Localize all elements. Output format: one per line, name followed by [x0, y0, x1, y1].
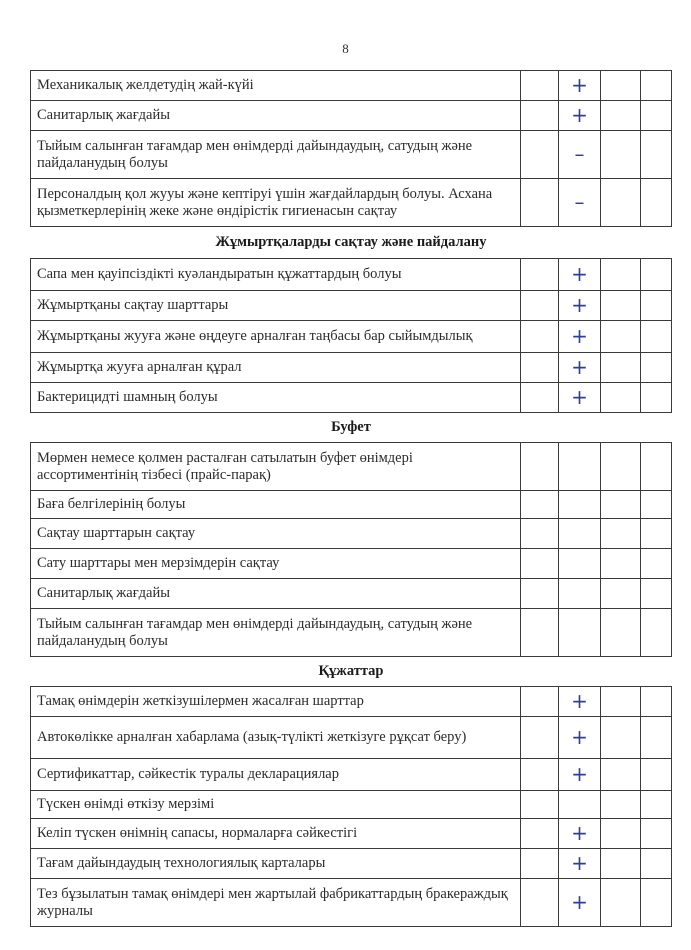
- table-row: [31, 791, 672, 819]
- table-row: [31, 849, 672, 879]
- checklist-table: [30, 70, 672, 927]
- handwritten-mark: +: [559, 687, 601, 717]
- empty-cell: [521, 549, 559, 579]
- empty-cell: [601, 609, 641, 657]
- table-row: [31, 609, 672, 657]
- empty-cell: [641, 759, 672, 791]
- section-heading: Жұмыртқаларды сақтау және пайдалану: [31, 227, 672, 259]
- requirement-text: Түскен өнімді өткізу мерзімі: [31, 791, 521, 819]
- handwritten-mark: +: [559, 849, 601, 879]
- handwritten-mark: +: [559, 71, 601, 101]
- handwritten-mark: +: [559, 101, 601, 131]
- empty-cell: [601, 491, 641, 519]
- requirement-text: Жұмыртқа жууға арналған құрал: [31, 353, 521, 383]
- empty-cell: [641, 321, 672, 353]
- empty-cell: [521, 879, 559, 927]
- table-row: [31, 549, 672, 579]
- requirement-text: Механикалық желдетудің жай-күйі: [31, 71, 521, 101]
- empty-cell: [521, 579, 559, 609]
- empty-cell: [521, 687, 559, 717]
- empty-cell: [641, 101, 672, 131]
- empty-cell: [601, 179, 641, 227]
- empty-cell: [641, 179, 672, 227]
- requirement-text: Автокөлікке арналған хабарлама (азық-түлікті жеткізуге рұқсат беру): [31, 717, 521, 759]
- table-row: [31, 519, 672, 549]
- empty-cell: [521, 443, 559, 491]
- table-row: [31, 759, 672, 791]
- section-heading-row: [31, 657, 672, 687]
- requirement-text: Сату шарттары мен мерзімдерін сақтау: [31, 549, 521, 579]
- handwritten-mark: +: [559, 383, 601, 413]
- empty-cell: [601, 849, 641, 879]
- empty-cell: [641, 353, 672, 383]
- handwritten-mark: –: [559, 179, 601, 227]
- empty-cell: [521, 353, 559, 383]
- empty-cell: [601, 687, 641, 717]
- empty-cell: [601, 321, 641, 353]
- table-row: [31, 717, 672, 759]
- requirement-text: Сертификаттар, сәйкестік туралы декларациялар: [31, 759, 521, 791]
- empty-cell: [601, 879, 641, 927]
- requirement-text: Санитарлық жағдайы: [31, 579, 521, 609]
- empty-cell: [641, 131, 672, 179]
- requirement-text: Тамақ өнімдерін жеткізушілермен жасалған шарттар: [31, 687, 521, 717]
- empty-cell: [601, 443, 641, 491]
- empty-cell: [641, 383, 672, 413]
- table-row: [31, 353, 672, 383]
- requirement-text: Тыйым салынған тағамдар мен өнімдерді дайындаудың, сатудың және пайдаланудың болуы: [31, 131, 521, 179]
- requirement-text: Тағам дайындаудың технологиялық карталары: [31, 849, 521, 879]
- table-row: [31, 71, 672, 101]
- empty-cell: [521, 849, 559, 879]
- empty-cell: [641, 71, 672, 101]
- empty-cell: [521, 791, 559, 819]
- table-row: [31, 131, 672, 179]
- empty-cell: [641, 717, 672, 759]
- empty-cell: [641, 519, 672, 549]
- empty-cell: [521, 759, 559, 791]
- table-row: [31, 291, 672, 321]
- empty-cell: [601, 579, 641, 609]
- requirement-text: Келіп түскен өнімнің сапасы, нормаларға сәйкестігі: [31, 819, 521, 849]
- handwritten-mark: [559, 491, 601, 519]
- requirement-text: Баға белгілерінің болуы: [31, 491, 521, 519]
- empty-cell: [601, 353, 641, 383]
- handwritten-mark: +: [559, 759, 601, 791]
- empty-cell: [641, 687, 672, 717]
- empty-cell: [521, 101, 559, 131]
- empty-cell: [641, 259, 672, 291]
- empty-cell: [601, 71, 641, 101]
- empty-cell: [521, 491, 559, 519]
- empty-cell: [601, 383, 641, 413]
- requirement-text: Бактерицидті шамның болуы: [31, 383, 521, 413]
- handwritten-mark: [559, 443, 601, 491]
- table-row: [31, 101, 672, 131]
- empty-cell: [641, 549, 672, 579]
- empty-cell: [641, 791, 672, 819]
- table-row: [31, 819, 672, 849]
- handwritten-mark: [559, 579, 601, 609]
- handwritten-mark: [559, 609, 601, 657]
- empty-cell: [521, 131, 559, 179]
- empty-cell: [601, 101, 641, 131]
- handwritten-mark: +: [559, 353, 601, 383]
- empty-cell: [521, 519, 559, 549]
- table-row: [31, 879, 672, 927]
- handwritten-mark: [559, 549, 601, 579]
- handwritten-mark: +: [559, 819, 601, 849]
- checklist-body: [31, 71, 672, 927]
- table-row: [31, 443, 672, 491]
- empty-cell: [521, 717, 559, 759]
- empty-cell: [641, 443, 672, 491]
- requirement-text: Жұмыртқаны сақтау шарттары: [31, 291, 521, 321]
- table-row: [31, 579, 672, 609]
- empty-cell: [601, 131, 641, 179]
- empty-cell: [601, 759, 641, 791]
- empty-cell: [641, 579, 672, 609]
- handwritten-mark: +: [559, 879, 601, 927]
- empty-cell: [641, 291, 672, 321]
- empty-cell: [521, 321, 559, 353]
- empty-cell: [601, 549, 641, 579]
- table-row: [31, 259, 672, 291]
- requirement-text: Сапа мен қауіпсіздікті куәландыратын құжаттардың болуы: [31, 259, 521, 291]
- section-heading: Буфет: [31, 413, 672, 443]
- requirement-text: Сақтау шарттарын сақтау: [31, 519, 521, 549]
- empty-cell: [521, 179, 559, 227]
- requirement-text: Жұмыртқаны жууға және өңдеуге арналған таңбасы бар сыйымдылық: [31, 321, 521, 353]
- table-row: [31, 179, 672, 227]
- requirement-text: Персоналдың қол жууы және кептіруі үшін жағдайлардың болуы. Асхана қызметкерлерінің жеке және өндірістік гигиенасын сақтау: [31, 179, 521, 227]
- empty-cell: [521, 259, 559, 291]
- requirement-text: Тыйым салынған тағамдар мен өнімдерді дайындаудың, сатудың және пайдаланудың болуы: [31, 609, 521, 657]
- empty-cell: [641, 849, 672, 879]
- requirement-text: Тез бұзылатын тамақ өнімдері мен жартылай фабрикаттардың бракераждық журналы: [31, 879, 521, 927]
- empty-cell: [521, 819, 559, 849]
- empty-cell: [641, 819, 672, 849]
- handwritten-mark: +: [559, 291, 601, 321]
- table-row: [31, 491, 672, 519]
- table-row: [31, 383, 672, 413]
- empty-cell: [641, 491, 672, 519]
- empty-cell: [521, 291, 559, 321]
- table-row: [31, 687, 672, 717]
- empty-cell: [521, 609, 559, 657]
- empty-cell: [601, 259, 641, 291]
- handwritten-mark: +: [559, 321, 601, 353]
- section-heading-row: [31, 227, 672, 259]
- handwritten-mark: –: [559, 131, 601, 179]
- handwritten-mark: +: [559, 259, 601, 291]
- handwritten-mark: [559, 519, 601, 549]
- page-number: 8: [342, 41, 349, 56]
- empty-cell: [601, 819, 641, 849]
- handwritten-mark: +: [559, 717, 601, 759]
- table-row: [31, 321, 672, 353]
- empty-cell: [601, 519, 641, 549]
- section-heading: Құжаттар: [31, 657, 672, 687]
- requirement-text: Санитарлық жағдайы: [31, 101, 521, 131]
- empty-cell: [641, 609, 672, 657]
- empty-cell: [521, 71, 559, 101]
- empty-cell: [601, 717, 641, 759]
- empty-cell: [601, 791, 641, 819]
- requirement-text: Мөрмен немесе қолмен расталған сатылатын буфет өнімдері ассортиментінің тізбесі (прайс-парақ): [31, 443, 521, 491]
- empty-cell: [641, 879, 672, 927]
- handwritten-mark: [559, 791, 601, 819]
- section-heading-row: [31, 413, 672, 443]
- empty-cell: [521, 383, 559, 413]
- empty-cell: [601, 291, 641, 321]
